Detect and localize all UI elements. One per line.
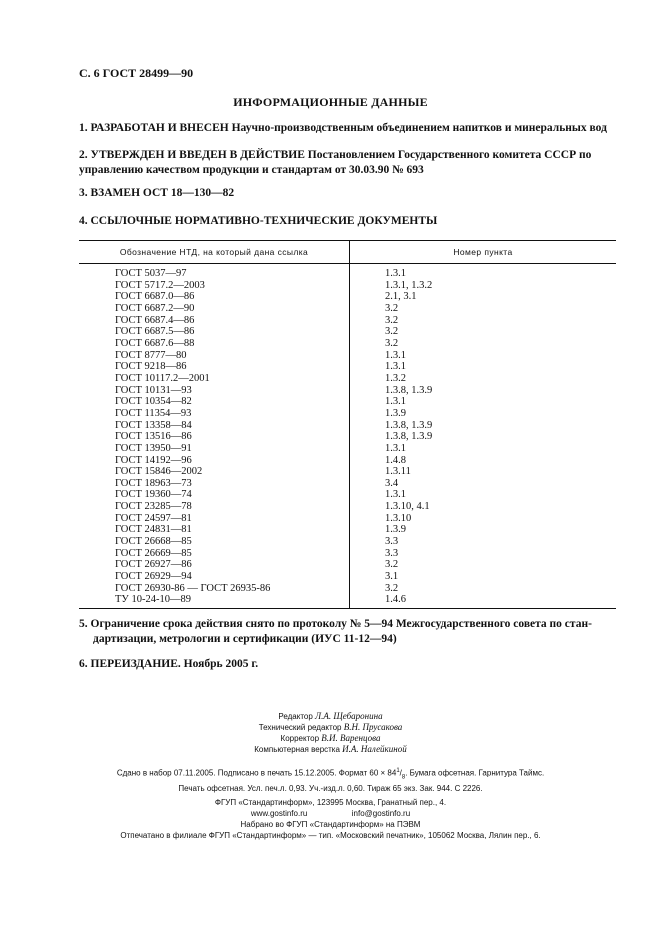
table-row [79,571,616,583]
page-header: С. 6 ГОСТ 28499—90 [79,66,194,80]
item-3 [79,186,619,201]
clause-number-cell: 1.3.8, 1.3.9 [385,384,433,396]
item-text: Ограничение срока действия снято по протоколу № 5—94 Межгосударственного совета по стан- [90,618,592,630]
item-5 [79,617,619,647]
clause-number-cell: 3.2 [385,337,399,349]
clause-number-cell: 1.3.1 [385,349,406,361]
document-designation-cell: ГОСТ 26929—94 [79,571,350,583]
table-row [79,489,616,501]
publishing-info [0,766,661,794]
clause-number-cell: 3.3 [385,547,399,559]
document-designation-cell: ГОСТ 6687.5—86 [79,326,350,338]
document-designation-cell: ГОСТ 14192—96 [79,455,350,467]
credit-role: Редактор [278,712,313,721]
document-designation-cell: ГОСТ 11354—93 [79,408,350,420]
table-row [79,396,616,408]
publisher-info [0,797,661,841]
document-designation-cell: ГОСТ 10131—93 [79,385,350,397]
document-designation-cell: ГОСТ 6687.2—90 [79,303,350,315]
table-row [79,478,616,490]
publisher-website: www.gostinfo.ru [250,809,308,818]
table-row [79,385,616,397]
publishing-line-2: Печать офсетная. Усл. печ.л. 0,93. Уч.-изд.л. 0,60. Тираж 65 экз. Зак. 944. С 2226. [178,784,483,794]
publishing-line-1: Сдано в набор 07.11.2005. Подписано в печать 15.12.2005. Формат $60 \times 84^1/_8$. Бумага офсетная. Гарнитура Таймс. [116,768,545,781]
item-1 [79,121,619,136]
credit-tech-editor [0,722,661,733]
table-row [79,280,616,292]
table-row [79,338,616,350]
item-lead: ВЗАМЕН ОСТ 18—130—82 [90,187,235,199]
table-row [79,536,616,548]
typeset-info: Набрано во ФГУП «Стандартинформ» на ПЭВМ [240,820,421,829]
credits-block [0,711,661,755]
format-fraction-denominator: 8 [401,774,406,781]
table-row [79,524,616,536]
document-designation-cell: ГОСТ 6687.6—88 [79,338,350,350]
clause-number-cell: 3.4 [385,477,399,489]
item-number: 2. [79,149,88,161]
clause-number-cell: 1.3.1 [385,268,406,279]
document-designation-cell: ГОСТ 13358—84 [79,420,350,432]
table-row [79,594,616,608]
clause-number-cell: 3.2 [385,302,399,314]
document-designation-cell: ГОСТ 8777—80 [79,350,350,362]
table-row [79,559,616,571]
clause-number-cell: 3.3 [385,536,399,548]
item-4 [79,214,619,229]
table-row [79,548,616,560]
document-designation-cell: ГОСТ 26930-86 — ГОСТ 26935-86 [79,583,350,595]
item-number: 6. [79,658,88,670]
publisher-address: ФГУП «Стандартинформ», 123995 Москва, Гранатный пер., 4. [214,798,447,807]
item-lead: ССЫЛОЧНЫЕ НОРМАТИВНО-ТЕХНИЧЕСКИЕ ДОКУМЕНТЫ [90,215,438,227]
clause-number-cell: 1.4.8 [385,454,406,466]
table-row [79,466,616,478]
format-fraction-numerator: 1 [396,768,400,774]
table-header-row [79,241,616,264]
document-designation-cell: ГОСТ 13516—86 [79,431,350,443]
clause-number-cell: 1.3.8, 1.3.9 [385,419,433,431]
table-row [79,291,616,303]
credit-corrector [0,733,661,744]
item-text: Научно-производственным объединением напитков и минеральных вод [231,122,607,134]
clause-number-cell: 1.3.10 [385,512,412,524]
document-designation-cell: ГОСТ 5037—97 [79,264,350,280]
credit-editor [0,711,661,722]
credit-person: В.И. Варенцова [321,733,381,743]
table-row [79,315,616,327]
document-designation-cell: ГОСТ 26668—85 [79,536,350,548]
clause-number-cell: 1.3.11 [385,466,411,478]
item-number: 4. [79,215,88,227]
credit-role: Корректор [280,734,320,743]
item-lead: РАЗРАБОТАН И ВНЕСЕН [90,122,229,134]
document-designation-cell: ГОСТ 5717.2—2003 [79,280,350,292]
table-row [79,513,616,525]
clause-number-cell: 1.3.1 [385,489,406,501]
credit-person: Л.А. Щебаронина [315,711,383,721]
document-designation-cell: ГОСТ 19360—74 [79,489,350,501]
document-designation-cell: ГОСТ 23285—78 [79,501,350,513]
table-row [79,583,616,595]
publishing-text: Сдано в набор 07.11.2005. Подписано в печать 15.12.2005. Формат 60 × 84 [116,768,397,778]
document-designation-cell: ГОСТ 6687.0—86 [79,291,350,303]
column-header-clause: Номер пункта [350,241,617,264]
publisher-email: info@gostinfo.ru [351,809,411,818]
item-number: 3. [79,187,88,199]
clause-number-cell: 3.2 [385,326,399,338]
item-text: Постановлением Государственного комитета СССР по [307,149,592,161]
credit-person: И.А. Налейкиной [342,744,407,754]
table-row [79,373,616,385]
document-designation-cell: ГОСТ 26669—85 [79,548,350,560]
table-row [79,455,616,467]
clause-number-cell: 1.3.1 [385,442,406,454]
document-designation-cell: ТУ 10-24-10—89 [79,594,350,608]
clause-number-cell: 1.3.8, 1.3.9 [385,431,433,443]
table-row [79,501,616,513]
table-row [79,408,616,420]
document-designation-cell: ГОСТ 24597—81 [79,513,350,525]
document-designation-cell: ГОСТ 18963—73 [79,478,350,490]
item-6 [79,657,619,672]
clause-number-cell: 1.3.10, 4.1 [385,501,430,513]
document-designation-cell: ГОСТ 6687.4—86 [79,315,350,327]
table-row [79,443,616,455]
item-number: 1. [79,122,88,134]
document-designation-cell: ГОСТ 13950—91 [79,443,350,455]
table-row [79,431,616,443]
clause-number-cell: 1.4.6 [350,594,617,608]
document-designation-cell: ГОСТ 24831—81 [79,524,350,536]
table-body [79,264,616,609]
item-lead: ПЕРЕИЗДАНИЕ. Ноябрь 2005 г. [90,658,259,670]
column-header-document: Обозначение НТД, на который дана ссылка [79,241,350,264]
item-text-continued: управлению качеством продукции и стандартам от 30.03.90 № 693 [79,164,424,176]
clause-number-cell: 1.3.2 [385,372,406,384]
item-lead: УТВЕРЖДЕН И ВВЕДЕН В ДЕЙСТВИЕ [90,149,305,161]
clause-number-cell: 1.3.1, 1.3.2 [385,279,433,291]
table-row [79,264,616,280]
item-number: 5. [79,618,88,630]
credit-person: В.Н. Прусакова [343,722,403,732]
section-title: ИНФОРМАЦИОННЫЕ ДАННЫЕ [233,95,428,109]
clause-number-cell: 3.2 [385,559,399,571]
clause-number-cell: 3.2 [385,314,399,326]
clause-number-cell: 1.3.9 [385,407,406,419]
document-designation-cell: ГОСТ 10117.2—2001 [79,373,350,385]
credit-layout [0,744,661,755]
table-row [79,420,616,432]
table-row [79,326,616,338]
credit-role: Технический редактор [258,723,342,732]
clause-number-cell: 2.1, 3.1 [385,291,417,303]
table-row [79,350,616,362]
document-designation-cell: ГОСТ 26927—86 [79,559,350,571]
clause-number-cell: 3.1 [385,571,399,583]
item-2 [79,148,619,178]
printed-info: Отпечатано в филиале ФГУП «Стандартинформ» — тип. «Московский печатник», 105062 Москва, Лялин пер., 6. [120,831,541,840]
credit-role: Компьютерная верстка [254,745,340,754]
reference-documents-table [79,240,616,609]
clause-number-cell: 1.3.1 [385,396,406,408]
clause-number-cell: 3.2 [385,582,399,594]
table-row [79,361,616,373]
item-text-continued: дартизации, метрологии и сертификации (ИУС 11-12—94) [93,633,397,645]
document-designation-cell: ГОСТ 15846—2002 [79,466,350,478]
table-row [79,303,616,315]
publishing-text: . Бумага офсетная. Гарнитура Таймс. [405,768,545,778]
document-designation-cell: ГОСТ 9218—86 [79,361,350,373]
document-designation-cell: ГОСТ 10354—82 [79,396,350,408]
publisher-contacts [0,808,661,819]
clause-number-cell: 1.3.9 [385,524,406,536]
clause-number-cell: 1.3.1 [385,361,406,373]
